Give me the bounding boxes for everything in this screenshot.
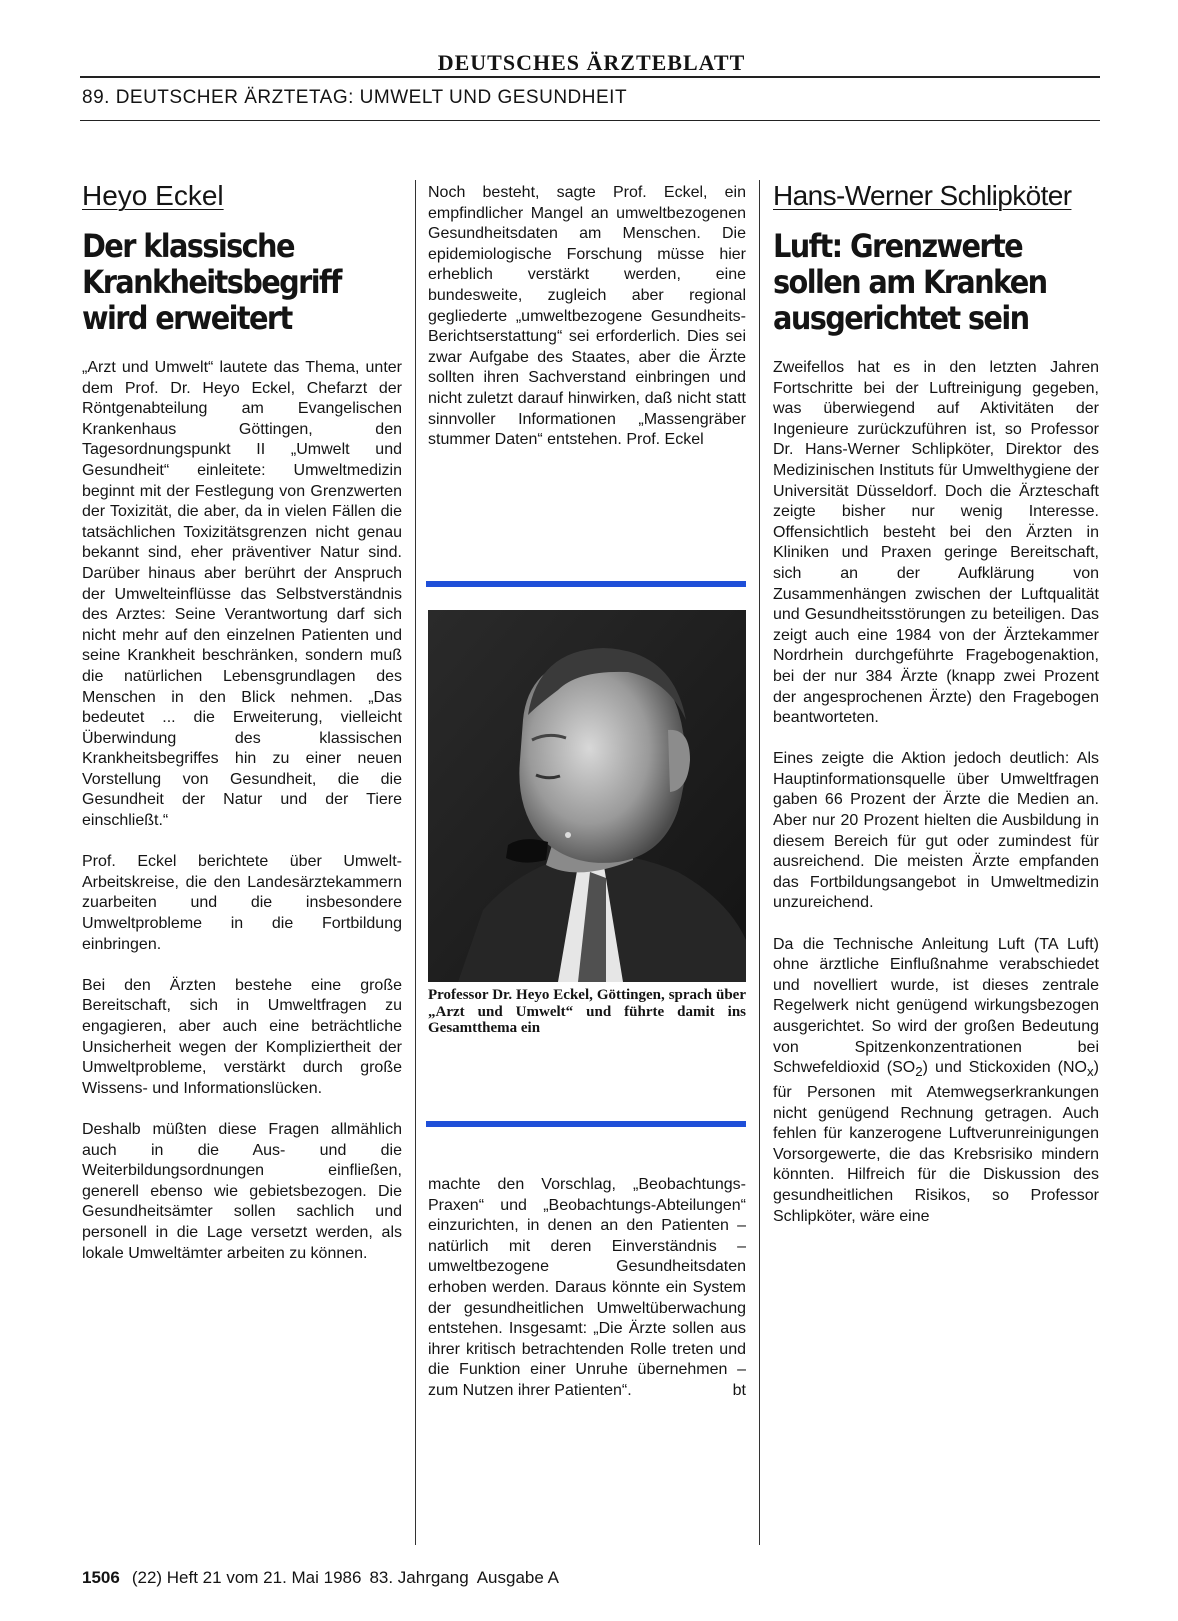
edition-info: Ausgabe A (476, 1568, 559, 1587)
column-divider-left (415, 180, 416, 1545)
headline-line: Der klassische (82, 227, 294, 265)
masthead-rule (80, 76, 1100, 78)
page-number: 1506 (82, 1568, 120, 1587)
article-eckel-column (82, 180, 402, 1285)
subscript: x (1087, 1064, 1094, 1080)
portrait-photo (428, 610, 746, 982)
portrait-illustration (428, 610, 746, 982)
article-headline (773, 228, 1066, 336)
page-footer (82, 1568, 567, 1588)
article-paragraph: Deshalb müßten diese Fragen allmählich auch in die Aus- und die Weiterbildungsordnungen einfließen, generell ebenso wie gebietsbezogen. Die Gesundheitsämter sollen sachlich und personell in die Lage versetzt werden, als lokale Umweltämter arbeiten zu können. (82, 1120, 402, 1262)
article-paragraph: Eines zeigte die Aktion jedoch deutlich: Als Hauptinformationsquelle über Umweltfragen gaben 66 Prozent der Ärzte die Medien an. Aber nur 20 Prozent hielten die Ausbildung in diesem Bereich für gut oder zumindest für ausreichend. Die meisten Ärzte empfanden das Fortbildungsangebot in Umweltmedizin unzureichend. (773, 750, 1099, 912)
author-name: Heyo Eckel (82, 180, 224, 211)
photo-caption: Professor Dr. Heyo Eckel, Göttingen, sprach über „Arzt und Umwelt“ und führte damit ins Gesamtthema ein (428, 987, 746, 1036)
headline-line: ausgerichtet sein (773, 299, 1029, 337)
article-paragraph: Zweifellos hat es in den letzten Jahren Fortschritte bei der Luftreinigung gegeben, was überwiegend auf Aktivitäten der Ingenieure zurückzuführen ist, so Professor Dr. Hans-Werner Schlipköter, Direktor des Medizinischen Instituts für Umwelthygiene der Universität Düsseldorf. Doch die Ärzteschaft zeigte bisher nur wenig Interesse. Offensichtlich besteht bei den Ärzten in Kliniken und Praxen geringe Bereitschaft, sich an der Aufklärung von Zusammenhängen zwischen der Luftqualität und Gesundheitsstörungen zu beteiligen. Das zeigt auch eine 1984 von der Ärztekammer Nordrhein durchgeführte Fragebogenaktion, bei der nur 384 Ärzte (knapp zwei Prozent der angesprochenen Ärzte) den Fragebogen beantworteten. (773, 359, 1099, 727)
masthead: DEUTSCHES ÄRZTEBLATT (437, 50, 746, 75)
photo-bottom-bar (426, 1121, 746, 1127)
photo-top-bar (426, 581, 746, 587)
volume-info: 83. Jahrgang (369, 1568, 469, 1587)
paragraph-text: Da die Technische Anleitung Luft (TA Luft) ohne ärztliche Einflußnahme verabschiedet und novelliert wurde, ist dieses zentrale Regelwerk nicht genügend wirkungsbezogen ausgerichtet. So wird der großen Bedeutung von Spitzenkonzentrationen bei Schwefeldioxid (SO (773, 935, 1099, 1077)
article-schlipkoeter-column (773, 180, 1099, 1248)
section-rule (80, 120, 1100, 121)
article-headline (82, 228, 370, 336)
issue-info: (22) Heft 21 vom 21. Mai 1986 (131, 1568, 362, 1587)
article-paragraph: Bei den Ärzten bestehe eine große Bereitschaft, sich in Umweltfragen zu engagieren, aber auch eine beträchtliche Unsicherheit wegen der Kompliziertheit der Umweltprobleme, verstärkt durch große Wissens- und Informationslücken. (82, 976, 402, 1097)
author-signature: bt (732, 1381, 746, 1399)
paragraph-text: ) und Stickoxiden (NO (922, 1059, 1087, 1077)
article-paragraph (773, 935, 1099, 1228)
article-paragraph: Noch besteht, sagte Prof. Eckel, ein empfindlicher Mangel an umweltbezogenen Gesundheitsdaten am Menschen. Die epidemiologische Forschung müsse hier erheblich verstärkt werden, eine bundesweite, zugleich aber regional gegliederte „umweltbezogene Gesundheits-Berichtserstattung“ sei erforderlich. Dies sei zwar Aufgabe des Staates, aber die Ärzte sollten ihren Sachverstand einbringen und nicht zuletzt darauf hinwirken, daß nicht statt sinnvoller Informationen „Massengräber stummer Daten“ entstehen. Prof. Eckel (428, 184, 746, 449)
article-eckel-continuation-bottom (428, 1175, 746, 1422)
author-name: Hans-Werner Schlipköter (773, 180, 1072, 211)
headline-line: sollen am Kranken (773, 263, 1047, 301)
headline-line: wird erweitert (82, 299, 292, 337)
headline-line: Luft: Grenzwerte (773, 227, 1023, 265)
article-paragraph (428, 1175, 746, 1402)
headline-line: Krankheitsbegriff (82, 263, 341, 301)
article-eckel-continuation-top (428, 183, 746, 451)
article-paragraph: „Arzt und Umwelt“ lautete das Thema, unter dem Prof. Dr. Heyo Eckel, Chefarzt der Röntgenabteilung am Evangelischen Krankenhaus Göttingen, den Tagesordnungspunkt II „Umwelt und Gesundheit“ einleitete: Umweltmedizin beginnt mit der Festlegung von Grenzwerten der Toxizität, die aber, da in vielen Fällen die tatsächlichen Toxizitätsgrenzen nicht genau bekannt sind, eher präventiver Natur sind. Darüber hinaus aber berührt der Anspruch der Umwelteinflüsse das Selbstverständnis des Arztes: Seine Verantwortung darf sich nicht mehr auf den einzelnen Patienten und seine Krankheit beschränken, sondern muß die natürlichen Lebensgrundlagen des Menschen in den Blick nehmen. „Das bedeutet ... die Erweiterung, vielleicht Überwindung des klassischen Krankheitsbegriffes hin zu einer neuen Vorstellung von Gesundheit, die die Gesundheit der Natur und der Tiere einschließt.“ (82, 359, 402, 830)
section-heading: 89. DEUTSCHER ÄRZTETAG: UMWELT UND GESUNDHEIT (82, 87, 628, 108)
paragraph-text: ) für Personen mit Atemwegserkrankungen nicht genügend Rechnung getragen. Auch fehlen für kanzerogene Luftverunreinigungen Vorsorgewerte, die das Krebsrisiko mindern könnten. Hilfreich für die Diskussion des gesundheitlichen Risikos, so Professor Schlipköter, wäre eine (773, 1059, 1099, 1225)
paragraph-text: machte den Vorschlag, „Beobachtungs-Praxen“ und „Beobachtungs-Abteilungen“ einzurichten, in denen an den Patienten – natürlich mit deren Einverständnis – umweltbezogene Gesundheitsdaten erhoben werden. Daraus könnte ein System der gesundheitlichen Umweltüberwachung entstehen. Insgesamt: „Die Ärzte sollen aus ihrer kritisch betrachtenden Rolle treten und die Funktion einer Unruhe übernehmen – zum Nutzen ihrer Patienten“. (428, 1176, 746, 1399)
article-paragraph: Prof. Eckel berichtete über Umwelt-Arbeitskreise, die den Landesärztekammern zuarbeiten und die insbesondere Umweltprobleme in die Fortbildung einbringen. (82, 853, 402, 953)
column-divider-right (759, 180, 760, 1545)
subscript: 2 (915, 1064, 923, 1080)
